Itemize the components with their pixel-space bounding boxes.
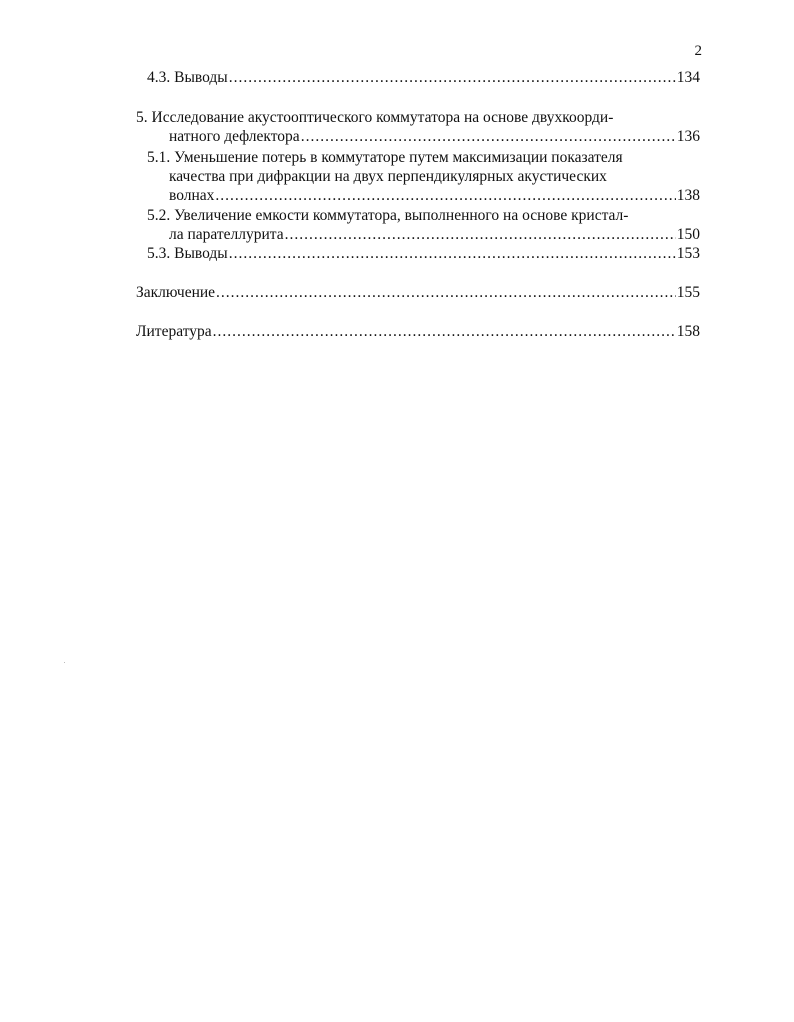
section-title-line: Уменьшение потерь в коммутаторе путем максимизации показателя (174, 149, 623, 166)
page-ref: 150 (676, 226, 700, 243)
toc-line (169, 186, 700, 205)
page-ref: 134 (676, 69, 700, 86)
scan-speck (64, 662, 65, 663)
page-ref: 138 (676, 187, 700, 204)
toc-line (147, 206, 628, 225)
toc-line (169, 167, 607, 186)
section-title: Заключение (136, 284, 216, 301)
dot-leader (229, 68, 676, 87)
section-title: Выводы (174, 69, 228, 86)
page-ref: 136 (676, 128, 700, 145)
dot-leader (229, 244, 676, 263)
toc-line (136, 322, 700, 341)
dot-leader (213, 322, 676, 341)
page-ref: 155 (676, 284, 700, 301)
section-title-line: Увеличение емкости коммутатора, выполненного на основе кристал- (174, 207, 629, 224)
section-title: Выводы (174, 245, 228, 262)
dot-leader (301, 127, 676, 146)
toc-line (169, 225, 700, 244)
dot-leader (215, 186, 675, 205)
toc-line (136, 283, 700, 302)
dot-leader (216, 283, 676, 302)
toc-line (147, 244, 700, 263)
dot-leader (285, 225, 676, 244)
section-title-line: волнах (169, 187, 215, 204)
section-title-line: натного дефлектора (169, 128, 300, 145)
page-number: 2 (694, 43, 702, 59)
section-title-line: ла парателлурита (169, 226, 284, 243)
toc-line (147, 148, 623, 167)
section-number: 5. (136, 109, 148, 126)
page-ref: 158 (676, 323, 700, 340)
section-title: Литература (136, 323, 212, 340)
toc-line (136, 108, 613, 127)
section-number: 5.3. (147, 245, 171, 262)
section-number: 5.1. (147, 149, 171, 166)
section-title-line: качества при дифракции на двух перпендикулярных акустических (169, 168, 607, 185)
section-title-line: Исследование акустооптического коммутатора на основе двухкоорди- (151, 109, 614, 126)
section-number: 5.2. (147, 207, 171, 224)
page-ref: 153 (676, 245, 700, 262)
toc-line (147, 68, 700, 87)
toc-line (169, 127, 700, 146)
section-number: 4.3. (147, 69, 171, 86)
